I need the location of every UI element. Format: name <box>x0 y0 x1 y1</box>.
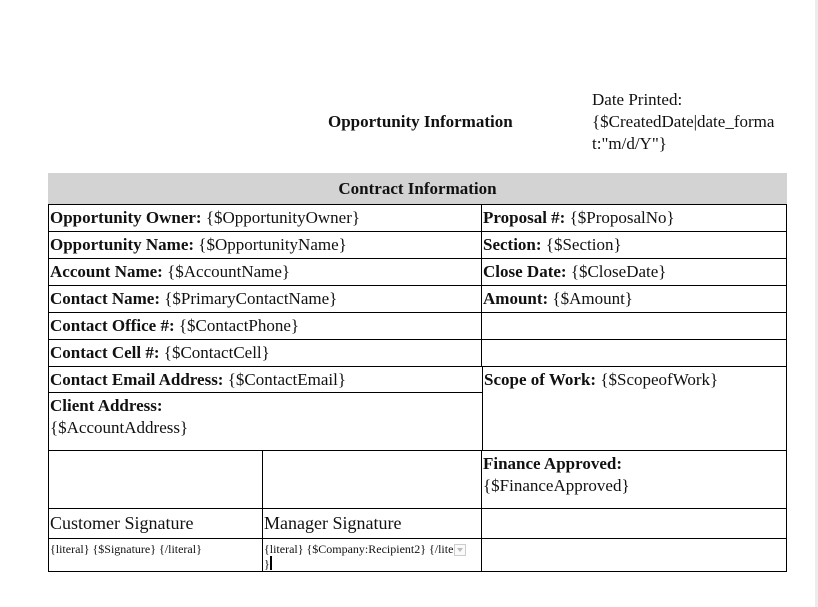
table-row <box>49 232 786 259</box>
customer-signature-label: Customer Signature <box>49 509 263 538</box>
field-opportunity-name[interactable] <box>49 232 482 258</box>
field-value: {$OpportunityOwner} <box>205 208 361 227</box>
table-row <box>49 509 786 539</box>
field-label: Amount: <box>483 289 549 308</box>
manager-signature-field[interactable] <box>263 539 482 571</box>
field-close-date[interactable] <box>482 259 786 285</box>
field-proposal-no[interactable] <box>482 205 786 231</box>
table-row <box>49 259 786 286</box>
field-contact-name[interactable] <box>49 286 482 312</box>
customer-signature-field[interactable]: {literal} {$Signature} {/literal} <box>49 539 263 571</box>
field-label: Contact Cell #: <box>50 343 160 362</box>
date-printed-value[interactable]: {$CreatedDate|date_format:"m/d/Y"} <box>592 112 775 153</box>
field-value: {$AccountName} <box>167 262 291 281</box>
field-label: Contact Office #: <box>50 316 175 335</box>
field-opportunity-owner[interactable] <box>49 205 482 231</box>
empty-cell[interactable] <box>482 340 786 366</box>
empty-cell[interactable] <box>482 313 786 339</box>
field-value: {$Section} <box>545 235 622 254</box>
field-finance-approved[interactable] <box>482 451 786 508</box>
left-stack <box>49 367 483 450</box>
document-title: Opportunity Information <box>328 112 513 131</box>
field-client-address[interactable] <box>49 393 482 450</box>
text-cursor <box>270 556 272 570</box>
field-account-name[interactable] <box>49 259 482 285</box>
field-value: {$OpportunityName} <box>198 235 347 254</box>
empty-cell[interactable] <box>263 451 482 508</box>
date-printed-block <box>592 89 792 155</box>
contract-grid <box>48 204 787 572</box>
table-row <box>49 539 786 571</box>
field-value: {$FinanceApproved} <box>483 476 630 495</box>
field-label: Close Date: <box>483 262 567 281</box>
field-contact-email[interactable] <box>49 367 482 393</box>
manager-signature-code-end: } <box>264 557 270 571</box>
date-printed-label: Date Printed: <box>592 90 683 109</box>
table-row <box>49 451 786 509</box>
section-header: Contract Information <box>48 173 787 204</box>
table-row <box>49 340 786 367</box>
table-row <box>49 313 786 340</box>
field-value: {$Amount} <box>552 289 633 308</box>
field-contact-office[interactable] <box>49 313 482 339</box>
field-value: {$ContactPhone} <box>178 316 300 335</box>
field-value: {$ContactCell} <box>163 343 270 362</box>
empty-cell[interactable] <box>482 539 786 571</box>
field-value: {$ScopeofWork} <box>600 370 719 389</box>
field-label: Client Address: <box>50 396 163 415</box>
table-row <box>49 286 786 313</box>
field-value: {$ContactEmail} <box>227 370 347 389</box>
field-value: {$CloseDate} <box>570 262 667 281</box>
empty-cell[interactable] <box>49 451 263 508</box>
field-label: Contact Email Address: <box>50 370 224 389</box>
field-label: Finance Approved: <box>483 454 623 473</box>
field-value: {$PrimaryContactName} <box>164 289 338 308</box>
field-label: Contact Name: <box>50 289 160 308</box>
field-contact-cell[interactable] <box>49 340 482 366</box>
field-label: Opportunity Name: <box>50 235 195 254</box>
dropdown-arrow-icon[interactable] <box>454 544 466 556</box>
field-section[interactable] <box>482 232 786 258</box>
empty-cell[interactable] <box>482 509 786 538</box>
manager-signature-code: {literal} {$Company:Recipient2} {/lite <box>264 542 454 556</box>
field-value: {$AccountAddress} <box>50 418 189 437</box>
manager-signature-label: Manager Signature <box>263 509 482 538</box>
field-label: Opportunity Owner: <box>50 208 202 227</box>
field-label: Scope of Work: <box>484 370 597 389</box>
table-row <box>49 367 786 451</box>
field-label: Section: <box>483 235 542 254</box>
field-amount[interactable] <box>482 286 786 312</box>
field-label: Account Name: <box>50 262 163 281</box>
contract-table <box>48 173 787 572</box>
field-label: Proposal #: <box>483 208 566 227</box>
table-row <box>49 205 786 232</box>
field-scope-of-work[interactable] <box>483 367 786 450</box>
field-value: {$ProposalNo} <box>569 208 675 227</box>
